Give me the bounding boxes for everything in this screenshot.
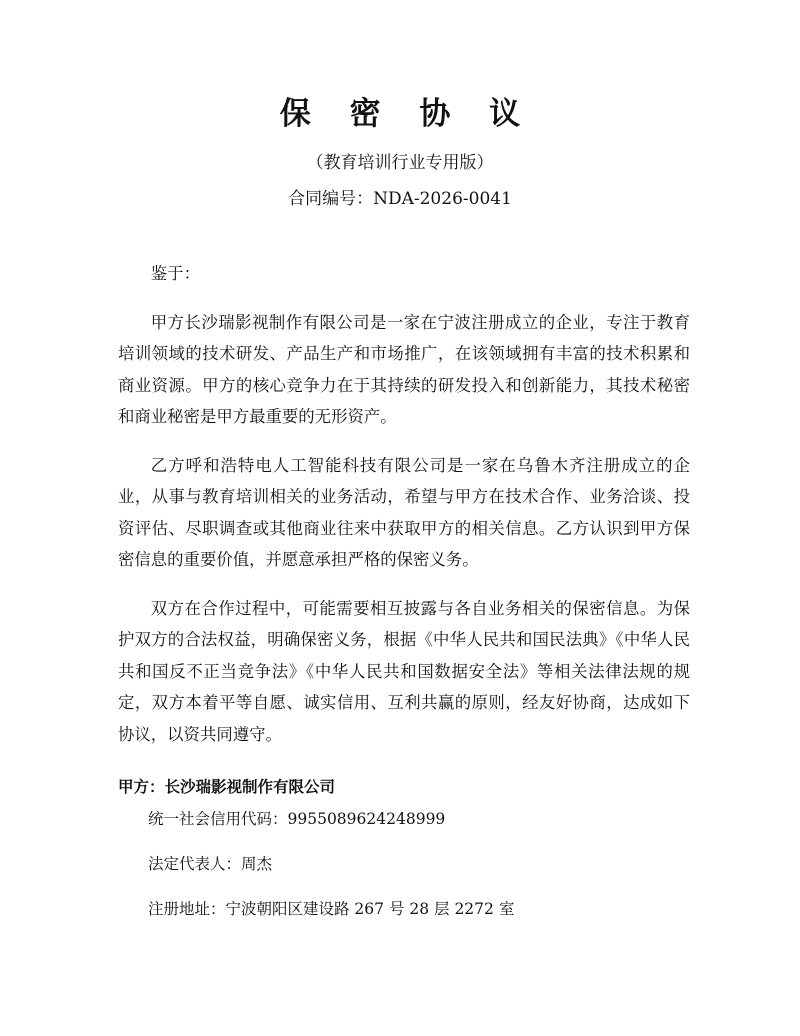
paragraph-purpose: 双方在合作过程中，可能需要相互披露与各自业务相关的保密信息。为保护双方的合法权益，明确保密义务，根据《中华人民共和国民法典》《中华人民共和国反不正当竞争法》《中华人民共和国数据安全法》等相关法律法规的规定，双方本着平等自愿、诚实信用、互利共赢的原则，经友好协商，达成如下协议，以资共同遵守。 <box>118 598 690 744</box>
paragraph-party-a-intro: 甲方长沙瑞影视制作有限公司是一家在宁波注册成立的企业，专注于教育培训领域的技术研发、产品生产和市场推广，在该领域拥有丰富的技术积累和商业资源。甲方的核心竞争力在于其持续的研发投入和创新能力，其技术秘密和商业秘密是甲方最重要的无形资产。 <box>118 312 690 426</box>
contract-number: 合同编号：NDA-2026-0041 <box>288 189 512 209</box>
paragraph-party-b-intro: 乙方呼和浩特电人工智能科技有限公司是一家在乌鲁木齐注册成立的企业，从事与教育培训相关的业务活动，希望与甲方在技术合作、业务洽谈、投资评估、尽职调查或其他商业往来中获取甲方的相关信息。乙方认识到甲方保密信息的重要价值，并愿意承担严格的保密义务。 <box>118 455 690 569</box>
party-a-name: 甲方：长沙瑞影视制作有限公司 <box>118 778 336 796</box>
party-a-address: 注册地址：宁波朝阳区建设路 267 号 28 层 2272 室 <box>148 900 515 918</box>
document-title: 保 密 协 议 <box>279 96 535 132</box>
document-body <box>118 258 690 767</box>
recital-heading: 鉴于： <box>150 264 200 283</box>
document-subtitle: （教育培训行业专用版） <box>306 153 494 173</box>
party-a-credit-code: 统一社会信用代码：9955089624248999 <box>148 810 446 828</box>
party-a-representative: 法定代表人：周杰 <box>148 855 273 873</box>
party-a-block <box>118 774 690 941</box>
